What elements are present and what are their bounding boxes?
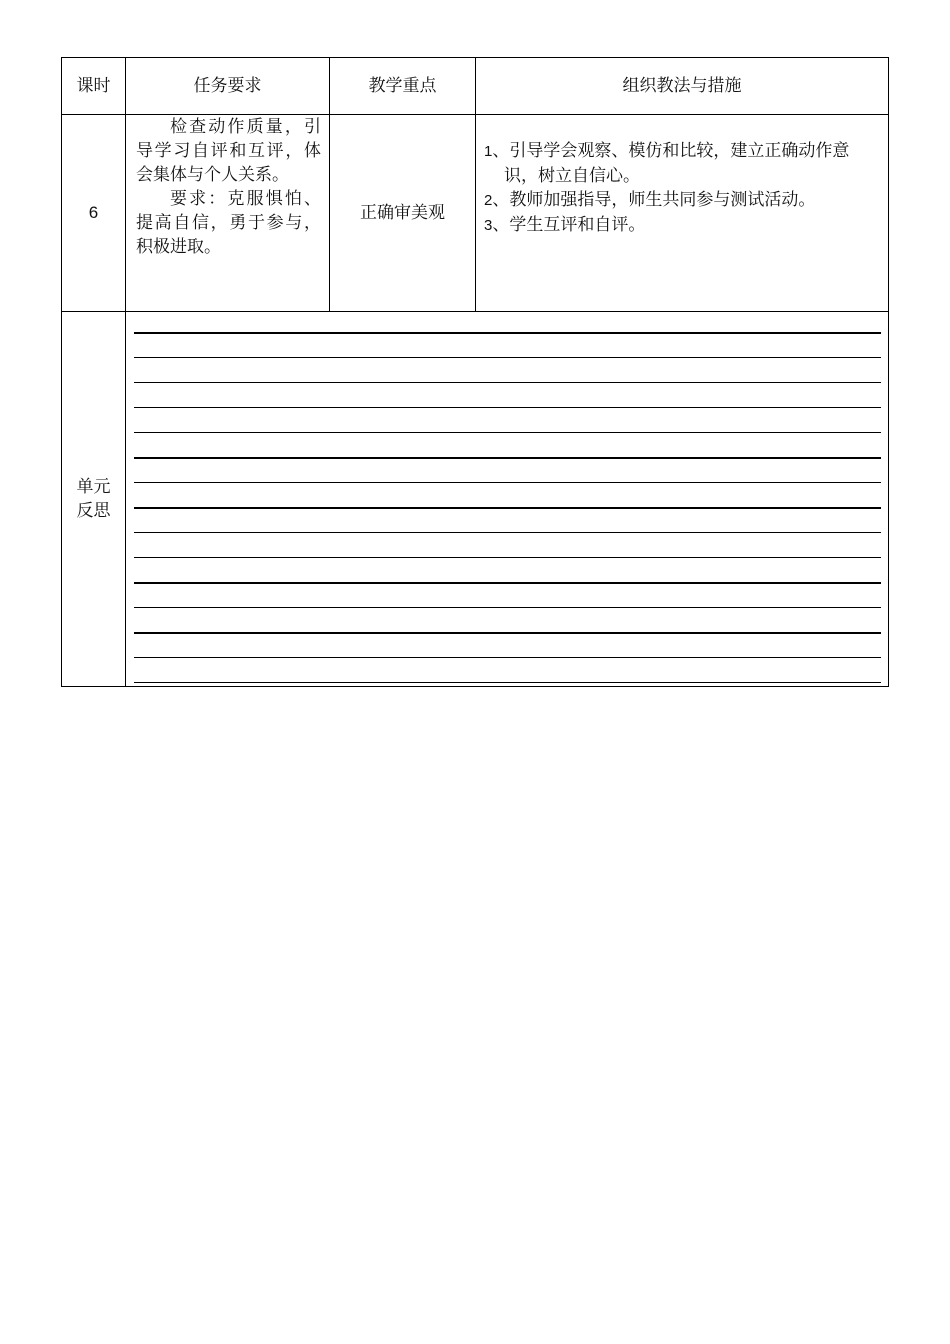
ruled-line <box>134 507 881 509</box>
task-requirement: 要求：克服惧怕、提高自信，勇于参与，积极进取。 <box>136 189 321 257</box>
ruled-line <box>134 432 881 433</box>
method-item: 3、学生互评和自评。 <box>484 215 646 235</box>
ruled-line <box>134 357 881 358</box>
reflection-row <box>62 312 889 687</box>
focus-value: 正确审美观 <box>330 115 476 312</box>
ruled-line <box>134 682 881 683</box>
ruled-line <box>134 657 881 658</box>
ruled-line <box>134 607 881 608</box>
ruled-line <box>134 382 881 383</box>
period-value: 6 <box>62 115 126 312</box>
ruled-line <box>134 582 881 584</box>
task-cell <box>126 115 330 312</box>
method-item: 1、引导学会观察、模仿和比较，建立正确动作意识，树立自信心。 <box>484 141 850 186</box>
lesson-plan-table <box>61 57 889 687</box>
ruled-line <box>134 332 881 334</box>
ruled-line <box>134 557 881 558</box>
lesson-row <box>62 115 889 312</box>
methods-cell <box>476 115 889 312</box>
ruled-line <box>134 457 881 459</box>
header-focus: 教学重点 <box>330 58 476 115</box>
header-row <box>62 58 889 115</box>
methods-list <box>476 115 888 238</box>
task-description: 检查动作质量，引导学习自评和互评，体会集体与个人关系。 <box>136 117 321 185</box>
ruled-line <box>134 407 881 408</box>
ruled-lines <box>134 312 881 686</box>
ruled-line <box>134 482 881 483</box>
method-item: 2、教师加强指导，师生共同参与测试活动。 <box>484 190 816 210</box>
reflection-label: 单元 反思 <box>62 312 126 687</box>
ruled-line <box>134 532 881 533</box>
header-methods: 组织教法与措施 <box>476 58 889 115</box>
header-period: 课时 <box>62 58 126 115</box>
ruled-line <box>134 632 881 634</box>
header-task: 任务要求 <box>126 58 330 115</box>
reflection-writing-area[interactable] <box>126 312 889 687</box>
